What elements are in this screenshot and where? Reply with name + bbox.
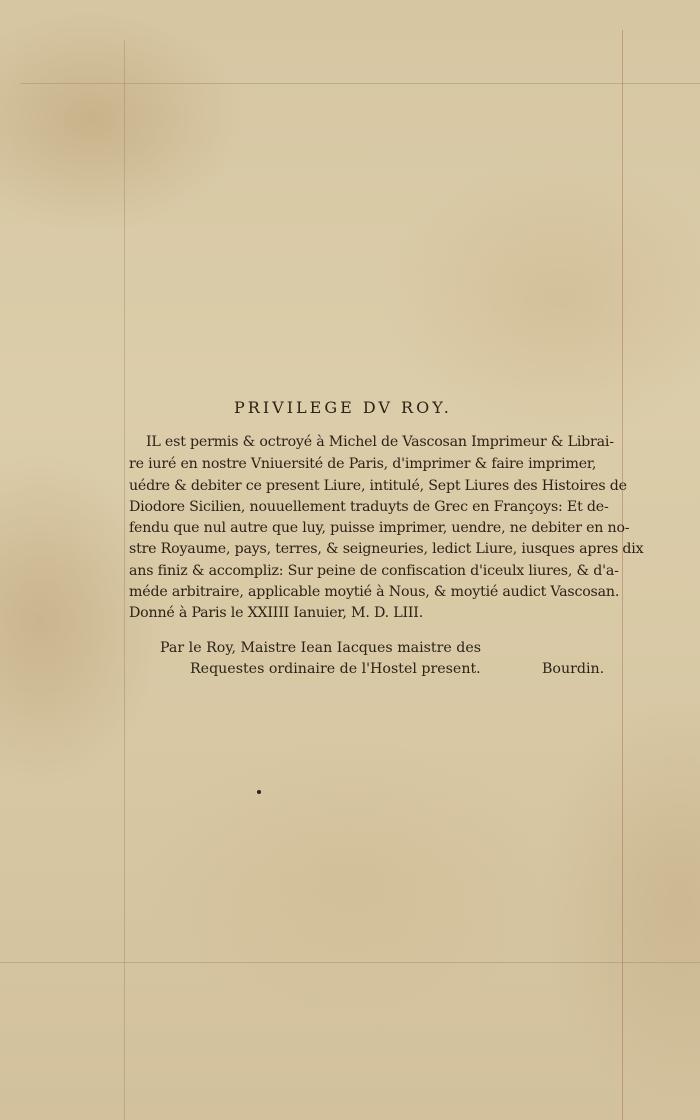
body-line: Donné à Paris le XXIIII Ianuier, M. D. LIII. (129, 605, 424, 621)
left-margin-rule (124, 40, 125, 1120)
bottom-rule (0, 962, 700, 963)
signature-line-2: Requestes ordinaire de l'Hostel present. (190, 661, 481, 677)
body-line: uédre & debiter ce present Liure, intitulé, Sept Liures des Histoires de (129, 478, 627, 494)
right-margin-rule (622, 30, 623, 1120)
page-title: PRIVILEGE DV ROY. (234, 398, 452, 417)
body-line: IL est permis & octroyé à Michel de Vascosan Imprimeur & Librai- (146, 434, 614, 450)
signature-line-1: Par le Roy, Maistre Iean Iacques maistre des (160, 640, 482, 656)
top-rule (20, 83, 700, 84)
body-line: stre Royaume, pays, terres, & seigneuries, ledict Liure, iusques apres dix (129, 541, 644, 557)
body-line: ans finiz & accompliz: Sur peine de confiscation d'iceulx liures, & d'a- (129, 563, 619, 579)
ink-dot (257, 790, 261, 794)
body-line: re iuré en nostre Vniuersité de Paris, d'imprimer & faire imprimer, (129, 456, 597, 472)
signer-name: Bourdin. (542, 661, 605, 677)
body-line: fendu que nul autre que luy, puisse imprimer, uendre, ne debiter en no- (129, 520, 630, 536)
body-line: méde arbitraire, applicable moytié à Nous, & moytié audict Vascosan. (129, 584, 620, 600)
body-line: Diodore Sicilien, nouuellement traduyts de Grec en Françoys: Et de- (129, 499, 609, 515)
